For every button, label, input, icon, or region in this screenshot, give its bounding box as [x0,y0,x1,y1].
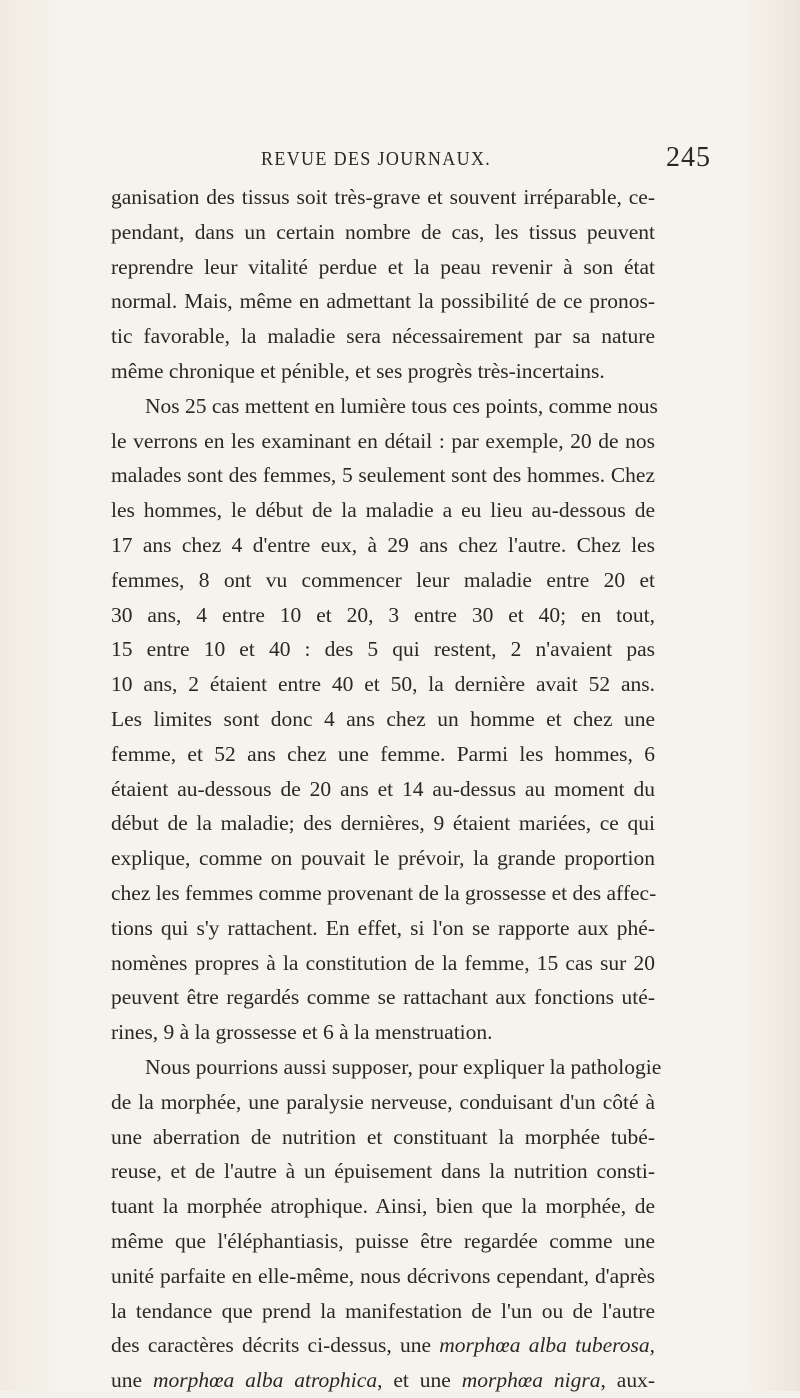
text-line: tions qui s'y rattachent. En effet, si l'on se rapporte aux phé- [111,915,655,940]
text-line: le verrons en les examinant en détail : par exemple, 20 de nos [111,428,655,453]
text-line: reprendre leur vitalité perdue et la peau revenir à son état [111,254,655,279]
text-line: 15 entre 10 et 40 : des 5 qui restent, 2 n'avaient pas [111,637,655,662]
text-line: rines, 9 à la grossesse et 6 à la menstruation. [111,1020,493,1045]
text-line: pendant, dans un certain nombre de cas, les tissus peuvent [111,219,655,244]
paragraph-3 [111,1050,662,1398]
text-line: les hommes, le début de la maladie a eu lieu au-dessous de [111,498,655,523]
text-line: 10 ans, 2 étaient entre 40 et 50, la dernière avait 52 ans. [111,672,655,697]
text-line: chez les femmes comme provenant de la grossesse et des affec- [111,880,657,905]
text-line: 17 ans chez 4 d'entre eux, à 29 ans chez l'autre. Chez les [111,532,655,557]
text-line: Nous pourrions aussi supposer, pour expliquer la pathologie [145,1054,662,1079]
text-line: Les limites sont donc 4 ans chez un homme et chez une [111,706,655,731]
latin-term: morphœa alba atrophica [152,1368,378,1393]
text-line: tic favorable, la maladie sera nécessairement par sa nature [111,324,655,349]
text-line: la tendance que prend la manifestation de l'un ou de l'autre [111,1298,655,1323]
text-run: , aux- [600,1368,656,1393]
text-line: normal. Mais, même en admettant la possibilité de ce pronos- [111,289,655,314]
text-line: 30 ans, 4 entre 10 et 20, 3 entre 30 et 40; en tout, [111,602,655,627]
text-line: une aberration de nutrition et constituant la morphée tubé- [111,1124,655,1149]
text-line [111,1328,655,1363]
text-run: une [111,1368,153,1393]
text-line: malades sont des femmes, 5 seulement sont des hommes. Chez [111,463,655,488]
text-line: ganisation des tissus soit très-grave et souvent irréparable, ce- [111,185,655,209]
paragraph-1 [111,180,655,389]
text-line: même que l'éléphantiasis, puisse être regardée comme une [111,1228,655,1253]
text-line: femmes, 8 ont vu commencer leur maladie entre 20 et [111,567,655,592]
latin-term: morphœa alba tuberosa [439,1333,650,1358]
text-line: peuvent être regardés comme se rattachant aux fonctions uté- [111,985,655,1010]
latin-term: morphœa nigra [461,1368,601,1393]
text-run: , et une [377,1368,462,1393]
text-line: explique, comme on pouvait le prévoir, la grande proportion [111,846,655,871]
text-line: Nos 25 cas mettent en lumière tous ces points, comme nous [145,393,658,418]
paragraph-2 [111,389,658,1050]
text-line: nomènes propres à la constitution de la femme, 15 cas sur 20 [111,950,655,975]
text-run: , [649,1333,655,1358]
text-line: unité parfaite en elle-même, nous décrivons cependant, d'après [111,1263,655,1288]
text-line: tuant la morphée atrophique. Ainsi, bien que la morphée, de [111,1194,655,1219]
text-run: des caractères décrits ci-dessus, une [111,1333,440,1358]
text-line: reuse, et de l'autre à un épuisement dans la nutrition consti- [111,1159,655,1184]
body-text [111,180,662,1398]
running-title: REVUE DES JOURNAUX. [261,148,492,170]
page-number: 245 [666,142,711,173]
text-line: même chronique et pénible, et ses progrès très-incertains. [111,358,605,383]
text-line [111,1363,655,1398]
text-line: femme, et 52 ans chez une femme. Parmi les hommes, 6 [111,741,655,766]
text-line: début de la maladie; des dernières, 9 étaient mariées, ce qui [111,811,655,836]
text-line: de la morphée, une paralysie nerveuse, conduisant d'un côté à [111,1089,655,1114]
text-line: étaient au-dessous de 20 ans et 14 au-dessus au moment du [111,776,655,801]
